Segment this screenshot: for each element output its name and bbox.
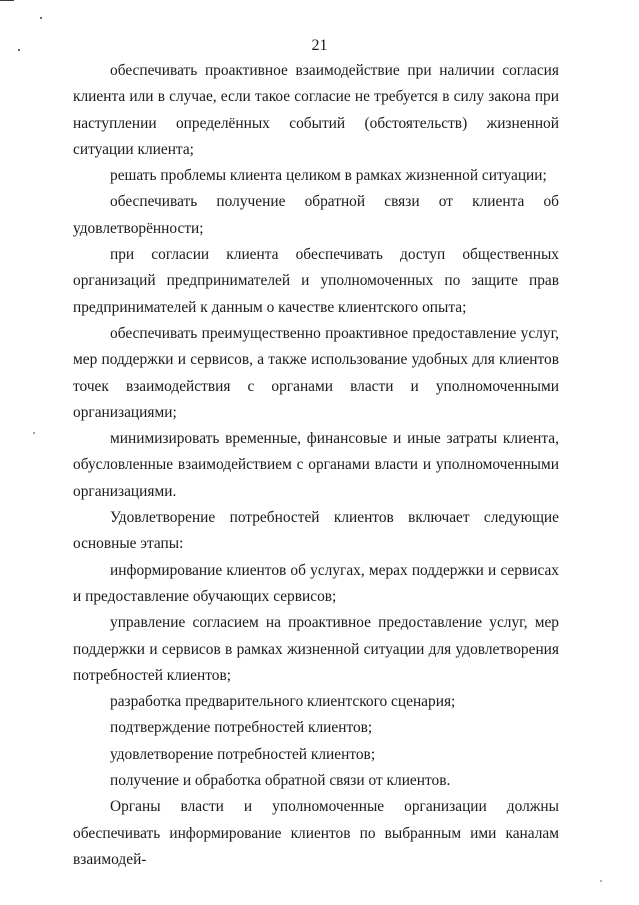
paragraph: обеспечивать проактивное взаимодействие при наличии согласия клиента или в случае, если такое согласие не требуется в силу закона при наступлении определённых событий (обстоятельств) жизненной ситуации клиента; — [73, 62, 559, 158]
paragraph: минимизировать временные, финансовые и иные затраты клиента, обусловленные взаимодействием с органами власти и уполномоченными организациями. — [73, 430, 559, 500]
document-body — [73, 58, 559, 873]
paragraph: при согласии клиента обеспечивать доступ общественных организаций предпринимателей и уполномоченных по защите прав предпринимателей к данным о качестве клиентского опыта; — [73, 246, 559, 316]
paragraph: подтверждение потребностей клиентов; — [110, 719, 373, 737]
paragraph: Органы власти и уполномоченные организации должны обеспечивать информирование клиентов по выбранным ими каналам взаимодей- — [73, 798, 559, 868]
paragraph: разработка предварительного клиентского сценария; — [110, 693, 456, 711]
scan-speck — [600, 880, 602, 882]
scan-speck — [40, 17, 42, 19]
paragraph: обеспечивать получение обратной связи от клиента об удовлетворённости; — [73, 193, 559, 237]
paragraph: решать проблемы клиента целиком в рамках жизненной ситуации; — [110, 167, 547, 185]
paragraph: информирование клиентов об услугах, мерах поддержки и сервисах и предоставление обучающих сервисов; — [73, 561, 559, 605]
paragraph: обеспечивать преимущественно проактивное предоставление услуг, мер поддержки и сервисов, а также использование удобных для клиентов точек взаимодействия с органами власти и уполномоченными организациями; — [73, 324, 559, 421]
scan-mark — [0, 0, 14, 1]
paragraph: получение и обработка обратной связи от клиентов. — [110, 772, 451, 790]
page-number: 21 — [311, 37, 328, 54]
paragraph: Удовлетворение потребностей клиентов включает следующие основные этапы: — [73, 509, 559, 553]
paragraph: удовлетворение потребностей клиентов; — [110, 745, 376, 763]
paragraph: управление согласием на проактивное предоставление услуг, мер поддержки и сервисов в рамках жизненной ситуации для удовлетворения потребностей клиентов; — [73, 614, 559, 684]
scan-speck — [33, 432, 35, 434]
